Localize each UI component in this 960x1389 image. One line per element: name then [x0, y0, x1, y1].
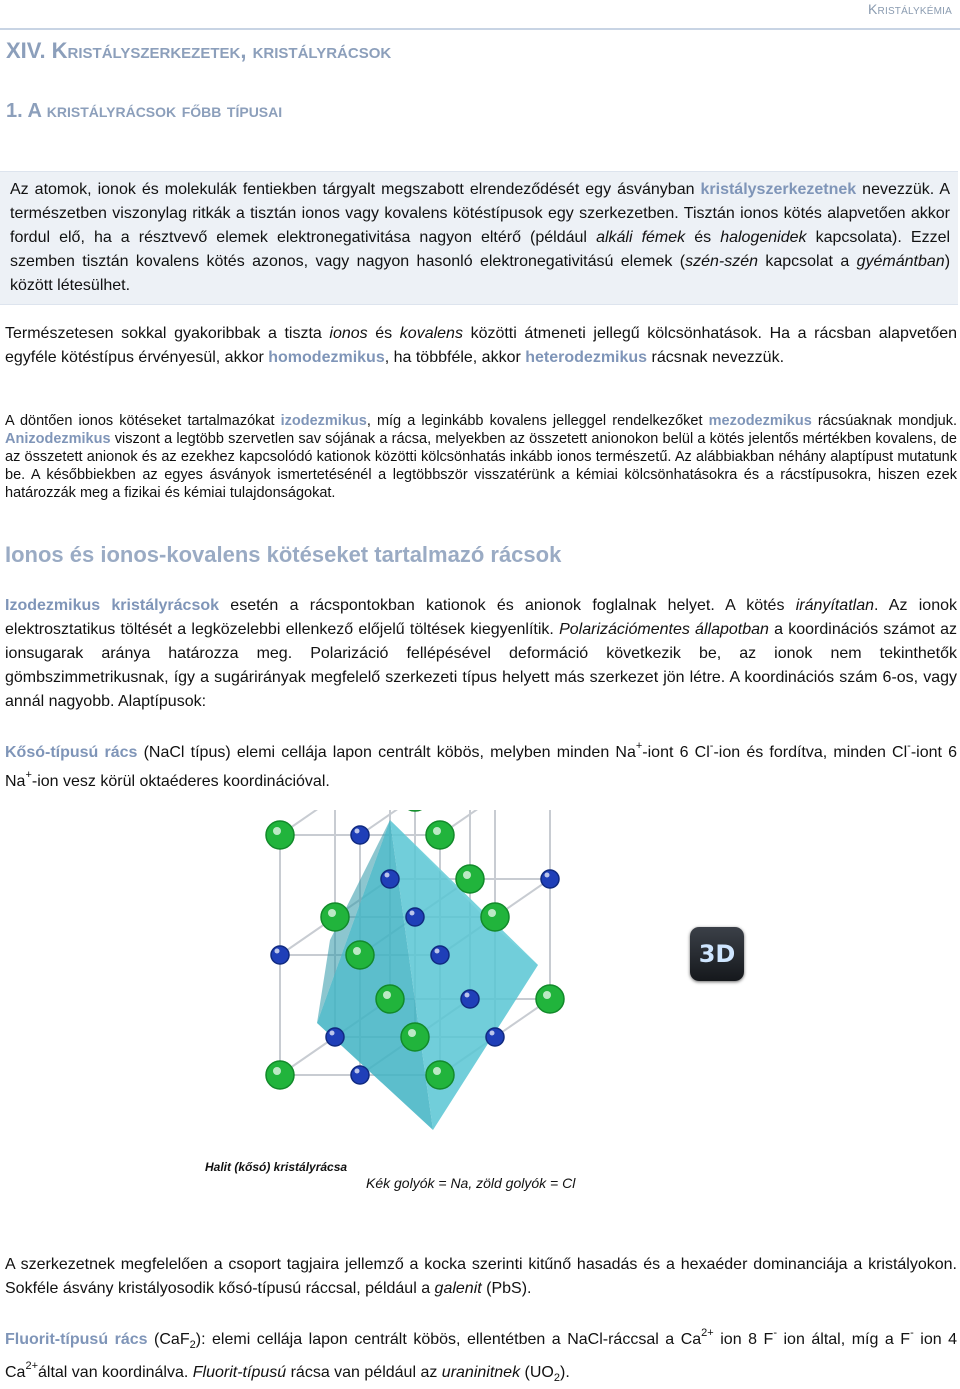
paragraph-halite: Kősó-típusú rács (NaCl típus) elemi cellája lapon centrált köbös, melyben minden Na+-iont 6 Cl--ion és fordítva, minden Cl--iont 6 Na+-ion vesz körül oktaéderes koordinációval. — [5, 740, 958, 790]
cl-atom — [376, 985, 404, 1013]
cl-atom — [481, 903, 509, 931]
term-link[interactable]: mezodezmikus — [708, 413, 812, 429]
cl-atom — [401, 810, 429, 811]
cl-atom — [426, 1061, 454, 1089]
term-link[interactable]: Izodezmikus kristályrácsok — [5, 597, 220, 614]
term-link[interactable]: Fluorit-típusú rács — [5, 1331, 148, 1348]
header-rule — [0, 28, 960, 30]
term-link[interactable]: kristályszerkezetnek — [700, 181, 857, 198]
section-title: 1. A kristályrácsok főbb típusai — [6, 100, 283, 122]
atom-highlight — [353, 947, 361, 955]
na-atom — [541, 870, 559, 888]
atom-highlight — [273, 827, 281, 835]
na-atom — [381, 870, 399, 888]
atom-highlight — [355, 829, 360, 834]
cl-atom — [456, 865, 484, 893]
cl-atom — [536, 985, 564, 1013]
atom-highlight — [330, 1031, 335, 1036]
cl-atom — [266, 1061, 294, 1089]
atom-highlight — [408, 1029, 416, 1037]
atom-highlight — [383, 991, 391, 999]
term-link[interactable]: izodezmikus — [280, 413, 367, 429]
na-atom — [326, 1028, 344, 1046]
cl-atom — [321, 903, 349, 931]
cl-atom — [401, 1023, 429, 1051]
paragraph-bond-types: Természetesen sokkal gyakoribbak a tiszta ionos és kovalens közötti átmeneti jellegű kölcsönhatások. Ha a rácsban alapvetően egyféle kötéstípus érvényesül, akkor homodezmikus, ha többféle, akkor heterodezmikus rácsnak nevezzük. — [5, 325, 957, 366]
cl-atom — [266, 821, 294, 849]
atom-highlight — [385, 873, 390, 878]
na-atom — [271, 946, 289, 964]
term-link[interactable]: homodezmikus — [268, 349, 385, 366]
na-atom — [431, 946, 449, 964]
running-title: Kristálykémia — [868, 1, 952, 17]
paragraph-fluorite: Fluorit-típusú rács (CaF$_2$): elemi cellája lapon centrált köbös, ellentétben a NaCl-ráccsal a $Ca^{2+}$ ion 8 F- ion által, míg a F- ion 4 $Ca^{2+}által$ van koordinálva. Fluorit-típusú rácsa van például az uraninitnek $(UO_2)$. — [5, 1327, 958, 1384]
atom-highlight — [488, 909, 496, 917]
cl-atom — [346, 941, 374, 969]
paragraph-halite-group: A szerkezetnek megfelelően a csoport tagjaira jellemző a kocka szerinti kitűnő hasadás és a hexaéder dominanciája a kristályokon. Sokféle ásvány kristályosodik kősó-típusú ráccsal, például a galenit (PbS). — [5, 1256, 957, 1297]
figure-legend: Kék golyók = Na, zöld golyók = Cl — [366, 1175, 576, 1191]
cl-atom — [426, 821, 454, 849]
atom-highlight — [490, 1031, 495, 1036]
atom-highlight — [545, 873, 550, 878]
atom-highlight — [355, 1069, 360, 1074]
subheading: Ionos és ionos-kovalens kötéseket tartalmazó rácsok — [5, 542, 562, 567]
atom-highlight — [275, 949, 280, 954]
atom-highlight — [328, 909, 336, 917]
na-atom — [461, 990, 479, 1008]
atom-highlight — [433, 1067, 441, 1075]
atom-highlight — [463, 871, 471, 879]
atom-highlight — [273, 1067, 281, 1075]
na-atom — [406, 908, 424, 926]
atom-highlight — [433, 827, 441, 835]
atom-highlight — [465, 993, 470, 998]
na-atom — [351, 1066, 369, 1084]
na-atom — [486, 1028, 504, 1046]
chapter-title: XIV. Kristályszerkezetek, kristályrácsok — [6, 38, 392, 63]
atom-highlight — [543, 991, 551, 999]
view-3d-button[interactable]: 3D — [690, 927, 744, 981]
term-link[interactable]: Kősó-típusú rács — [5, 744, 138, 761]
halite-lattice-figure — [260, 810, 660, 1140]
term-link[interactable]: Anizodezmikus — [5, 431, 111, 447]
atom-highlight — [435, 949, 440, 954]
term-link[interactable]: heterodezmikus — [525, 349, 648, 366]
figure-caption: Halit (kősó) kristályrácsa — [205, 1160, 348, 1174]
na-atom — [351, 826, 369, 844]
intro-paragraph: Az atomok, ionok és molekulák fentiekben tárgyalt megszabott elrendeződését egy ásványban kristályszerkezetnek nevezzük. A természetben viszonylag ritkák a tisztán ionos vagy kovalens kötéstípusok egy szerkezetben. Tisztán ionos kötés alapvetően akkor fordul elő, ha a résztvevő elemek elektronegativitása nagyon eltérő (például alkáli fémek és halogenidek kapcsolata). Ezzel szemben tisztán kovalens kötés azonos, vagy nagyon hasonló elektronegativitású elemek (szén-szén kapcsolat a gyémántban) között létesülhet. — [10, 181, 951, 294]
atom-highlight — [410, 911, 415, 916]
paragraph-isodesmic: Izodezmikus kristályrácsok esetén a rácspontokban kationok és anionok foglalnak helyet. A kötés irányítatlan. Az ionok elektrosztatikus töltését a legközelebbi ellenkező előjelű töltések kiegyenlítik. Polarizációmentes állapotban a koordinációs számot az ionsugarak aránya határozza meg. Polarizáció fellépésével deformáció következik be, az ionok nem tekinthetők gömbszimmetrikusnak, így a sugárirányak megfelelő szerkezeti típus helyett más szerkezet jön létre. A koordinációs szám 6-os, vagy annál nagyobb. Alaptípusok: — [5, 597, 958, 710]
paragraph-desmic: A döntően ionos kötéseket tartalmazókat izodezmikus, míg a leginkább kovalens jelleggel rendelkezőket mezodezmikus rácsúaknak mondjuk. Anizodezmikus viszont a legtöbb szervetlen sav sójának a rácsa, melyekben az összetett anionokon belül a kötés jelentős mértékben kovalens, de az összetett anionok és az ezekhez kapcsolódó kationok közötti kölcsönhatás inkább ionos természetű. Az alábbiakban néhány alaptípust mutatunk be. A későbbiekben az egyes ásványok ismertetésénél a legtöbbször visszatérünk a kémiai kölcsönhatásokra és a rácstípusokra, hiszen ezek határozzák meg a fizikai és kémiai tulajdonságokat. — [5, 413, 957, 501]
intro-box — [0, 171, 958, 305]
